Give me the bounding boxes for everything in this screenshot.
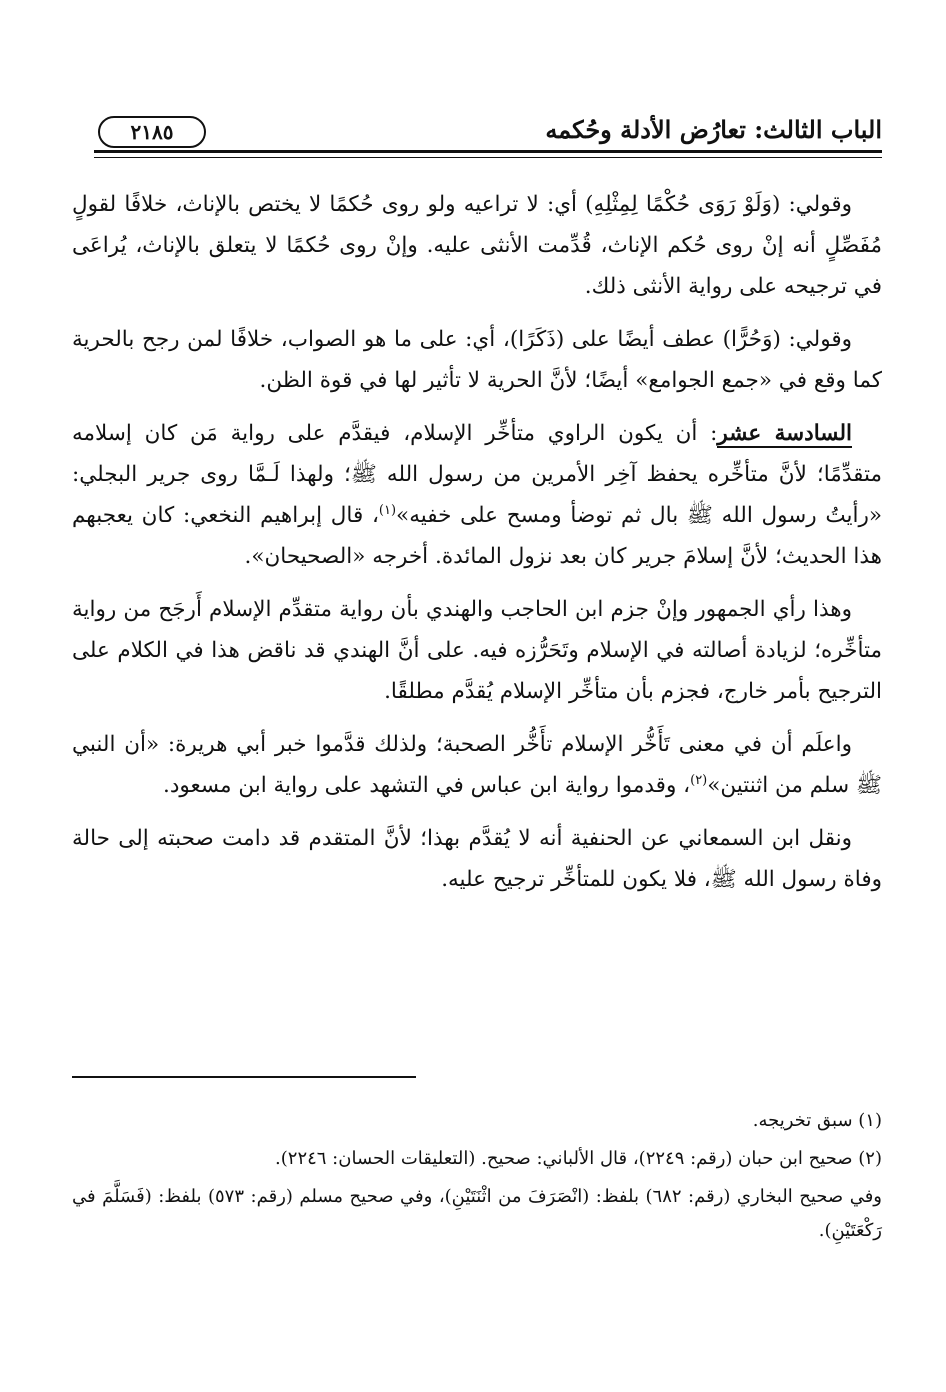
paragraph-text: : أن يكون الراوي متأخِّر الإسلام، فيقدَّم على رواية مَن كان إسلامه متقدِّمًا؛ لأنَّ متأخِّره يحفظ آخِر الأمرين من رسول الله ﷺ؛ ولهذا لَـمَّا روى جرير البجلي: «رأيتُ رسول الله ﷺ بال ثم توضأ ومسح على خفيه» [72,421,882,528]
page-number: ٢١٨٥ [98,116,206,148]
header-rule-thin [94,157,882,158]
footnote-reference: (٢) [690,772,708,788]
footnote: (٢) صحيح ابن حبان (رقم: ٢٢٤٩)، قال الألباني: صحيح. (التعليقات الحسان: ٢٢٤٦). [275,1148,882,1169]
main-text [72,184,882,912]
paragraph [72,589,882,712]
footnote: (١) سبق تخريجه. [752,1110,882,1131]
footnotes [72,1104,882,1252]
section-heading: السادسة عشر [717,421,852,446]
header-rule-thick [94,150,882,153]
paragraph [72,184,882,307]
paragraph [72,413,882,577]
paragraph-text: وقولي: (وَلَوْ رَوَى حُكْمًا لِمِثْلِهِ) أي: لا تراعيه ولو روى حُكمًا لا يختص بالإناث، خلافًا لقولٍ مُفَصِّلٍ أنه إنْ روى حُكم الإناث، قُدِّمت الأنثى عليه. وإنْ روى حُكمًا لا يتعلق بالإناث، يُراعَى في ترجيحه على رواية الأنثى ذلك. [72,192,882,299]
book-page [72,0,882,1392]
paragraph-text: وهذا رأي الجمهور وإنْ جزم ابن الحاجب والهندي بأن رواية متقدِّم الإسلام أَرجَح من رواية متأخِّره؛ لزيادة أصالته في الإسلام وتَحَرُّزه فيه. على أنَّ الهندي قد ناقض هذا في الكلام على الترجيح بأمر خارج، فجزم بأن متأخِّر الإسلام يُقدَّم مطلقًا. [72,597,882,704]
paragraph [72,724,882,806]
paragraph [72,818,882,900]
chapter-title: الباب الثالث: تعارُض الأدلة وحُكمه [545,115,882,144]
paragraph [72,319,882,401]
paragraph-text: واعلَم أن في معنى تَأَخُّر الإسلام تأَخُّر الصحبة؛ ولذلك قدَّموا خبر أبي هريرة: «أن النبي ﷺ سلم من اثنتين» [72,732,882,798]
page-header [72,112,882,152]
paragraph-text: ونقل ابن السمعاني عن الحنفية أنه لا يُقدَّم بهذا؛ لأنَّ المتقدم قد دامت صحبته إلى حالة وفاة رسول الله ﷺ، فلا يكون للمتأخِّر ترجيح عليه. [72,826,882,892]
footnote-separator [72,1076,416,1078]
paragraph-text-continued: ، قال إبراهيم النخعي: كان يعجبهم هذا الحديث؛ لأنَّ إسلامَ جرير كان بعد نزول المائدة. أخرجه «الصحيحان». [72,503,882,569]
paragraph-text-continued: ، وقدموا رواية ابن عباس في التشهد على رواية ابن مسعود. [162,773,691,798]
footnote: وفي صحيح البخاري (رقم: ٦٨٢) بلفظ: (انْصَرَفَ من اثْنَتَيْنِ)، وفي صحيح مسلم (رقم: ٥٧٣) بلفظ: (فَسَلَّمَ في رَكْعَتَيْنِ). [72,1186,882,1241]
footnote-reference: (١) [378,502,397,518]
paragraph-text: وقولي: (وَحُرًّا) عطف أيضًا على (ذَكَرًا)، أي: على ما هو الصواب، خلافًا لمن رجح بالحرية كما وقع في «جمع الجوامع» أيضًا؛ لأنَّ الحرية لا تأثير لها في قوة الظن. [72,327,882,393]
